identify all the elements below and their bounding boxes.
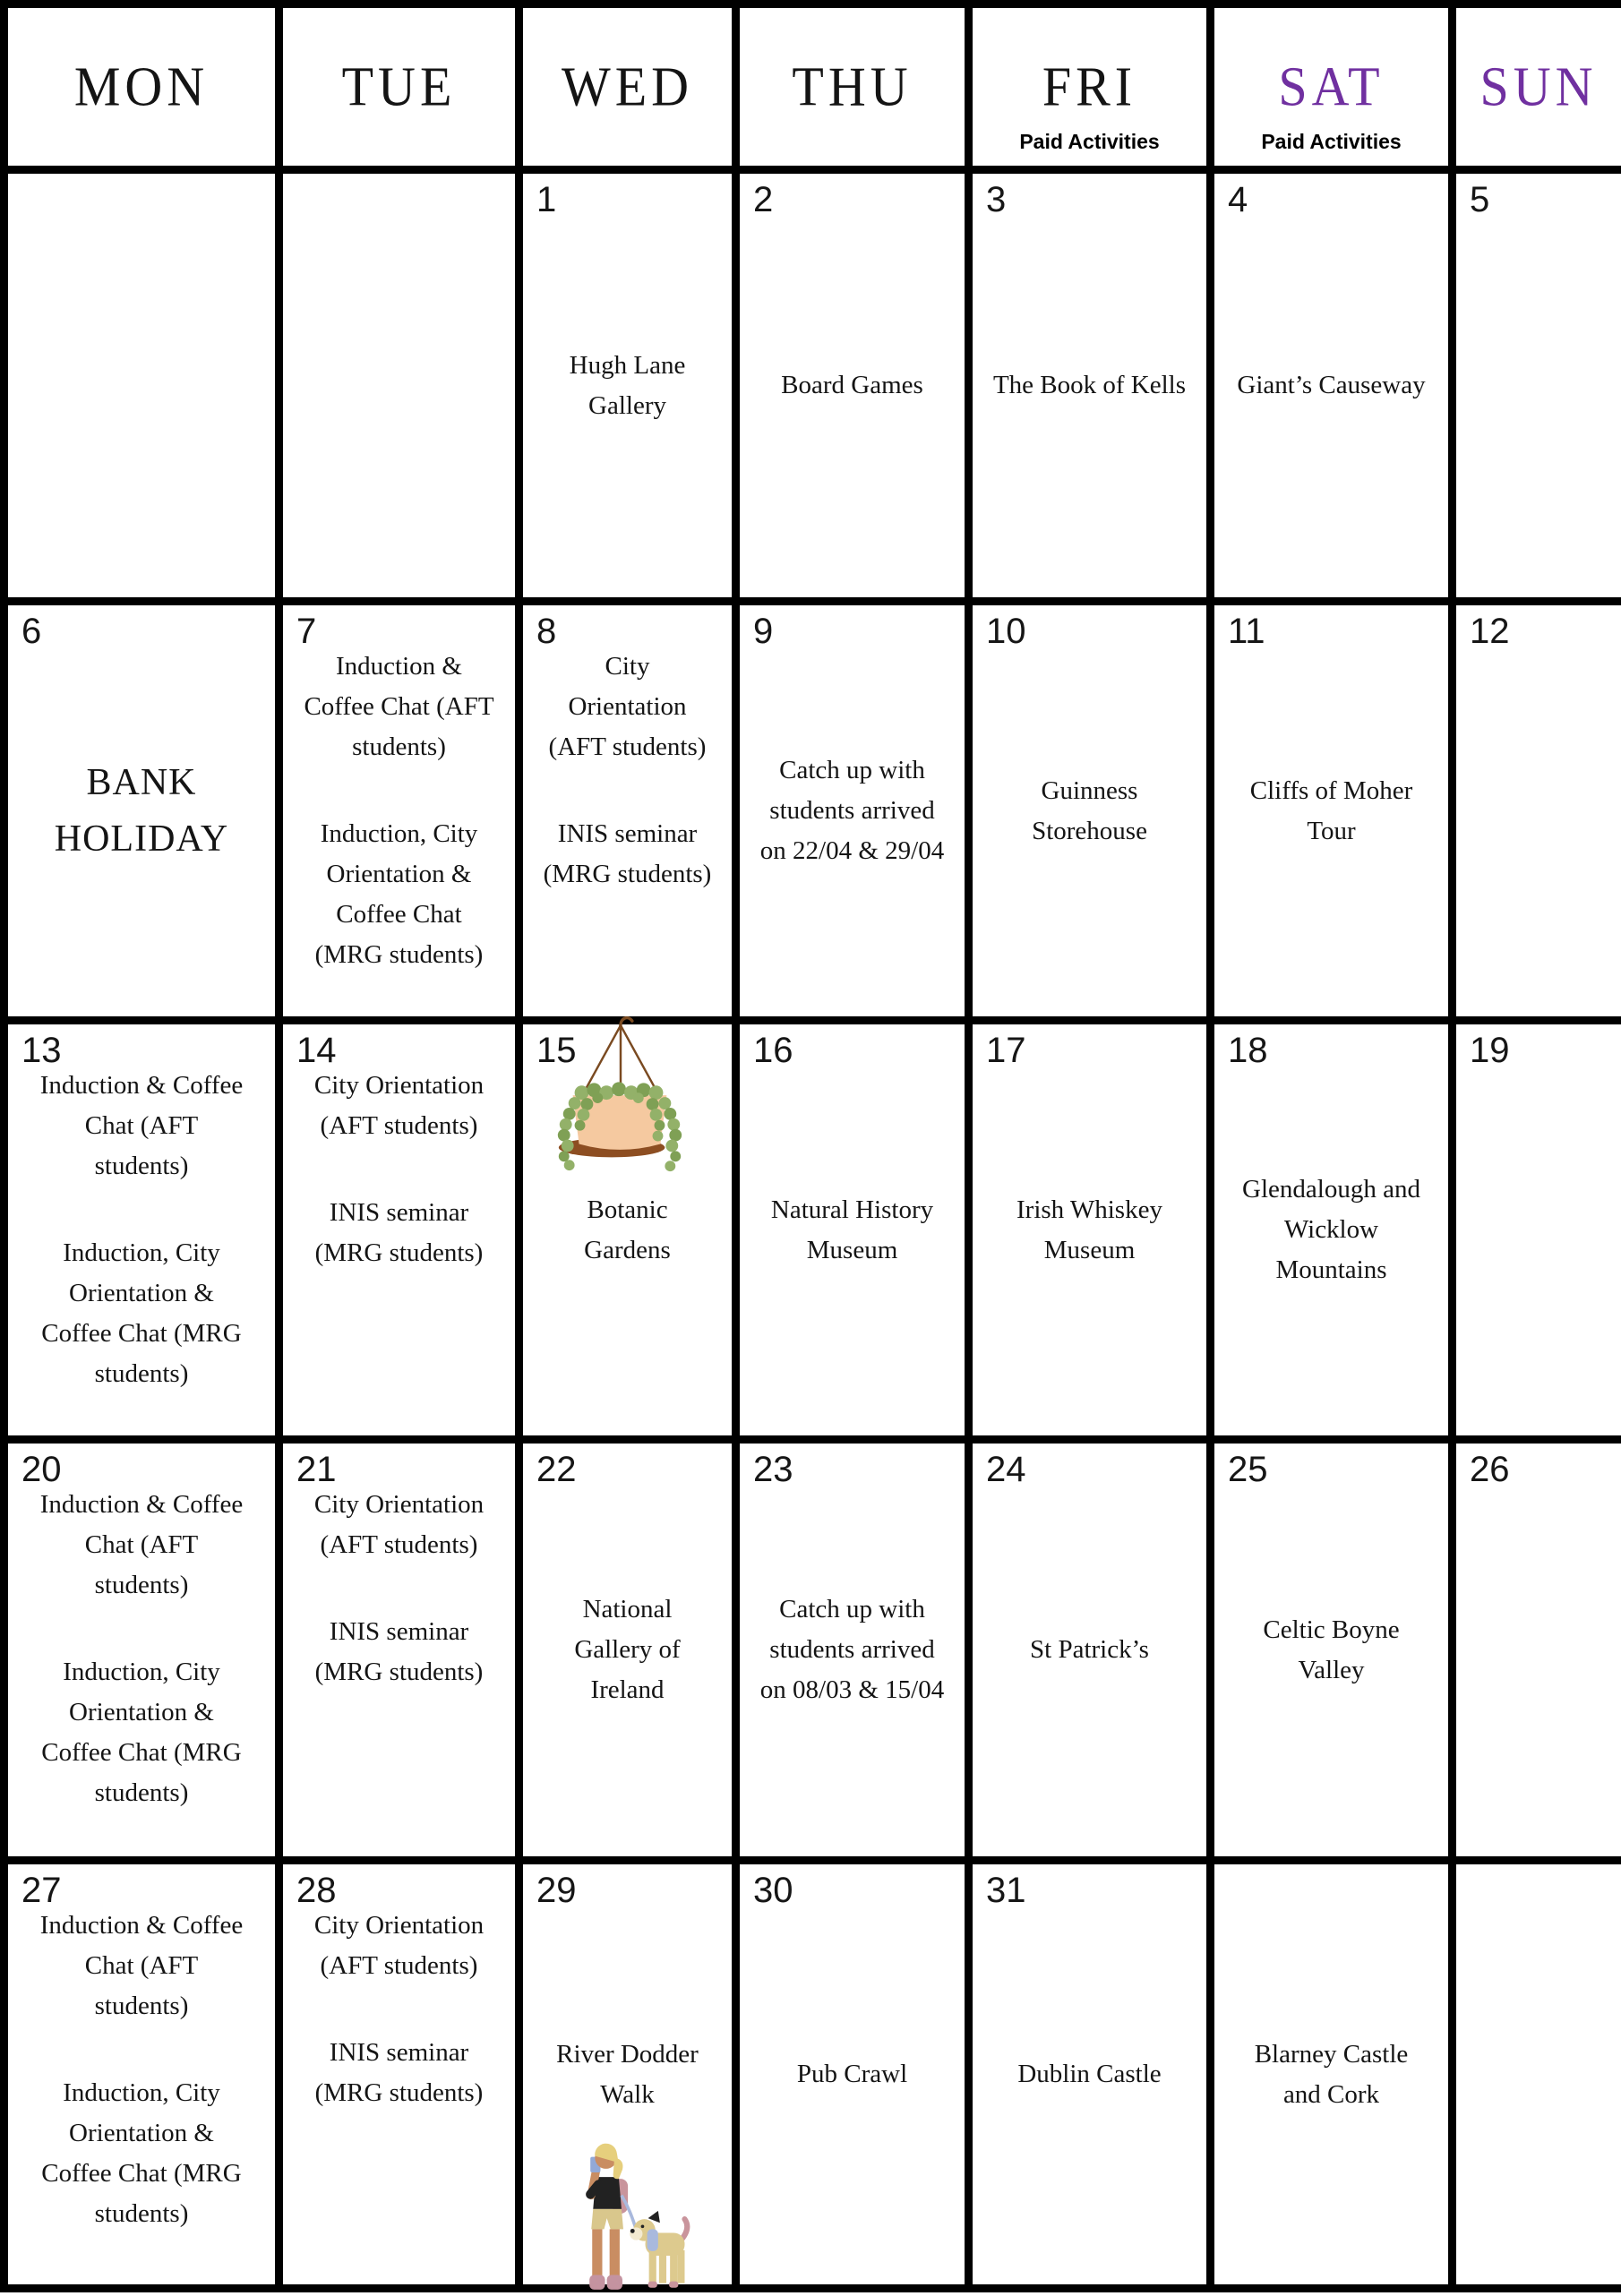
weekday-label: SUN xyxy=(1479,55,1598,118)
day-cell-22 xyxy=(523,1444,732,1856)
event-text: Board Games xyxy=(781,371,923,400)
day-cell-29 xyxy=(523,1864,732,2284)
weekday-label: MON xyxy=(73,55,210,118)
day-cell-12 xyxy=(1456,605,1621,1016)
day-cell-9 xyxy=(740,605,965,1016)
day-cell-18 xyxy=(1214,1024,1448,1435)
day-number: 22 xyxy=(536,1450,577,1489)
weekday-header-sun xyxy=(1456,8,1621,166)
event-text: BANK HOLIDAY xyxy=(54,761,229,860)
day-events xyxy=(283,1444,515,1856)
day-number: 13 xyxy=(21,1031,62,1070)
day-cell-28 xyxy=(283,1864,515,2284)
day-number: 15 xyxy=(536,1031,577,1070)
day-number: 25 xyxy=(1228,1450,1268,1489)
event-text: Induction & Coffee Chat (AFT students) xyxy=(39,1911,244,2020)
day-cell-6 xyxy=(8,605,275,1016)
event-text: Catch up with students arrived on 22/04 & 29/04 xyxy=(759,756,945,865)
day-events xyxy=(1214,1024,1448,1435)
day-number: 27 xyxy=(21,1871,62,1910)
event-text: National Gallery of Ireland xyxy=(574,1595,681,1704)
day-events xyxy=(8,605,275,1016)
day-number: 30 xyxy=(753,1871,793,1910)
day-cell-16 xyxy=(740,1024,965,1435)
weekday-label: SAT xyxy=(1278,55,1385,118)
event-text: Induction & Coffee Chat (AFT students) xyxy=(304,652,494,761)
day-events xyxy=(523,605,732,1016)
day-number: 11 xyxy=(1228,612,1265,651)
day-events xyxy=(8,1444,275,1856)
day-events xyxy=(973,605,1206,1016)
weekday-label: WED xyxy=(561,55,694,118)
day-number: 7 xyxy=(296,612,317,651)
event-text: Giant’s Causeway xyxy=(1237,371,1426,400)
event-text: Dublin Castle xyxy=(1017,2060,1162,2089)
day-number: 26 xyxy=(1470,1450,1510,1489)
day-number: 6 xyxy=(21,612,42,651)
event-text: Pub Crawl xyxy=(796,2060,908,2089)
day-events xyxy=(1214,1864,1448,2284)
event-text: INIS seminar (MRG students) xyxy=(314,1616,484,1686)
day-number: 28 xyxy=(296,1871,337,1910)
event-text: Induction, City Orientation & Coffee Chat (MRG students) xyxy=(41,2078,242,2228)
weekday-header-mon xyxy=(8,8,275,166)
day-cell-25 xyxy=(1214,1444,1448,1856)
weekday-label: TUE xyxy=(341,55,457,118)
day-cell-17 xyxy=(973,1024,1206,1435)
day-cell-14 xyxy=(283,1024,515,1435)
day-number: 8 xyxy=(536,612,557,651)
event-text: INIS seminar (MRG students) xyxy=(314,2037,484,2107)
day-number: 18 xyxy=(1228,1031,1268,1070)
event-text: Induction, City Orientation & Coffee Chat (MRG students) xyxy=(314,818,484,969)
day-cell-11 xyxy=(1214,605,1448,1016)
event-text: INIS seminar (MRG students) xyxy=(314,1197,484,1267)
day-cell-20 xyxy=(8,1444,275,1856)
day-number: 1 xyxy=(536,180,557,219)
event-text: Cliffs of Moher Tour xyxy=(1249,775,1413,845)
day-events xyxy=(283,1024,515,1435)
day-events xyxy=(973,1024,1206,1435)
event-text: River Dodder Walk xyxy=(556,2039,699,2109)
day-events xyxy=(740,1864,965,2284)
day-number: 19 xyxy=(1470,1031,1510,1070)
weekday-label: FRI xyxy=(1042,55,1137,118)
weekday-header-sat xyxy=(1214,8,1448,166)
event-text: City Orientation (AFT students) xyxy=(313,1911,485,1980)
event-text: Natural History Museum xyxy=(770,1195,934,1264)
day-cell-1 xyxy=(523,174,732,597)
day-cell-2 xyxy=(740,174,965,597)
event-text: Induction & Coffee Chat (AFT students) xyxy=(39,1490,244,1599)
paid-activities-note: Paid Activities xyxy=(1019,130,1160,153)
day-events xyxy=(973,174,1206,597)
day-cell-3 xyxy=(973,174,1206,597)
event-text: Induction, City Orientation & Coffee Chat (MRG students) xyxy=(41,1657,242,1807)
day-number: 24 xyxy=(986,1450,1026,1489)
day-number: 31 xyxy=(986,1871,1026,1910)
empty-day-cell xyxy=(8,174,275,597)
day-number: 29 xyxy=(536,1871,577,1910)
day-number: 10 xyxy=(986,612,1026,651)
weekday-header-wed xyxy=(523,8,732,166)
day-number: 12 xyxy=(1470,612,1510,651)
day-events xyxy=(283,1864,515,2284)
event-text: City Orientation (AFT students) xyxy=(548,652,707,761)
day-cell-7 xyxy=(283,605,515,1016)
empty-day-cell xyxy=(1214,1864,1448,2284)
day-number: 14 xyxy=(296,1031,337,1070)
paid-activities-note: Paid Activities xyxy=(1261,130,1402,153)
day-number: 3 xyxy=(986,180,1007,219)
day-events xyxy=(523,1444,732,1856)
day-events xyxy=(740,1024,965,1435)
event-text: Induction, City Orientation & Coffee Chat (MRG students) xyxy=(41,1238,242,1388)
day-events xyxy=(523,174,732,597)
weekday-header-fri xyxy=(973,8,1206,166)
day-events xyxy=(8,1024,275,1435)
event-text: St Patrick’s xyxy=(1030,1635,1149,1665)
weekday-header-thu xyxy=(740,8,965,166)
day-number: 9 xyxy=(753,612,774,651)
day-cell-24 xyxy=(973,1444,1206,1856)
event-text: Glendalough and Wicklow Mountains xyxy=(1242,1175,1420,1284)
day-events xyxy=(8,1864,275,2284)
event-text: Celtic Boyne Valley xyxy=(1263,1615,1400,1684)
event-text: Botanic Gardens xyxy=(584,1195,671,1264)
day-cell-23 xyxy=(740,1444,965,1856)
event-text: INIS seminar (MRG students) xyxy=(543,818,712,888)
weekday-header-tue xyxy=(283,8,515,166)
event-text: City Orientation (AFT students) xyxy=(313,1490,485,1559)
event-text: Induction & Coffee Chat (AFT students) xyxy=(39,1071,244,1180)
day-cell-5 xyxy=(1456,174,1621,597)
day-number: 5 xyxy=(1470,180,1490,219)
day-cell-15 xyxy=(523,1024,732,1435)
day-cell-10 xyxy=(973,605,1206,1016)
day-cell-13 xyxy=(8,1024,275,1435)
day-cell-8 xyxy=(523,605,732,1016)
day-cell-27 xyxy=(8,1864,275,2284)
day-events xyxy=(740,174,965,597)
event-text: Guinness Storehouse xyxy=(1032,775,1147,845)
day-events xyxy=(973,1864,1206,2284)
walking-dog-icon xyxy=(548,2131,699,2296)
day-number: 23 xyxy=(753,1450,793,1489)
day-cell-31 xyxy=(973,1864,1206,2284)
day-number: 21 xyxy=(296,1450,337,1489)
day-cell-21 xyxy=(283,1444,515,1856)
day-number: 17 xyxy=(986,1031,1026,1070)
event-text: Blarney Castle and Cork xyxy=(1254,2039,1409,2109)
empty-day-cell xyxy=(1456,1864,1621,2284)
weekday-label: THU xyxy=(792,55,913,118)
event-text: City Orientation (AFT students) xyxy=(313,1071,485,1140)
day-cell-4 xyxy=(1214,174,1448,597)
hanging-plant-icon xyxy=(545,1012,695,1202)
day-events xyxy=(283,605,515,1016)
event-text: Catch up with students arrived on 08/03 & 15/04 xyxy=(759,1595,945,1704)
day-cell-30 xyxy=(740,1864,965,2284)
day-events xyxy=(973,1444,1206,1856)
day-number: 2 xyxy=(753,180,774,219)
day-number: 4 xyxy=(1228,180,1248,219)
event-text: Hugh Lane Gallery xyxy=(569,350,686,420)
day-events xyxy=(740,605,965,1016)
event-text: Irish Whiskey Museum xyxy=(1016,1195,1162,1264)
day-number: 16 xyxy=(753,1031,793,1070)
event-text: The Book of Kells xyxy=(992,371,1187,400)
empty-day-cell xyxy=(283,174,515,597)
day-cell-19 xyxy=(1456,1024,1621,1435)
day-cell-26 xyxy=(1456,1444,1621,1856)
day-events xyxy=(1214,605,1448,1016)
day-events xyxy=(1214,1444,1448,1856)
day-number: 20 xyxy=(21,1450,62,1489)
day-events xyxy=(740,1444,965,1856)
day-events xyxy=(1214,174,1448,597)
